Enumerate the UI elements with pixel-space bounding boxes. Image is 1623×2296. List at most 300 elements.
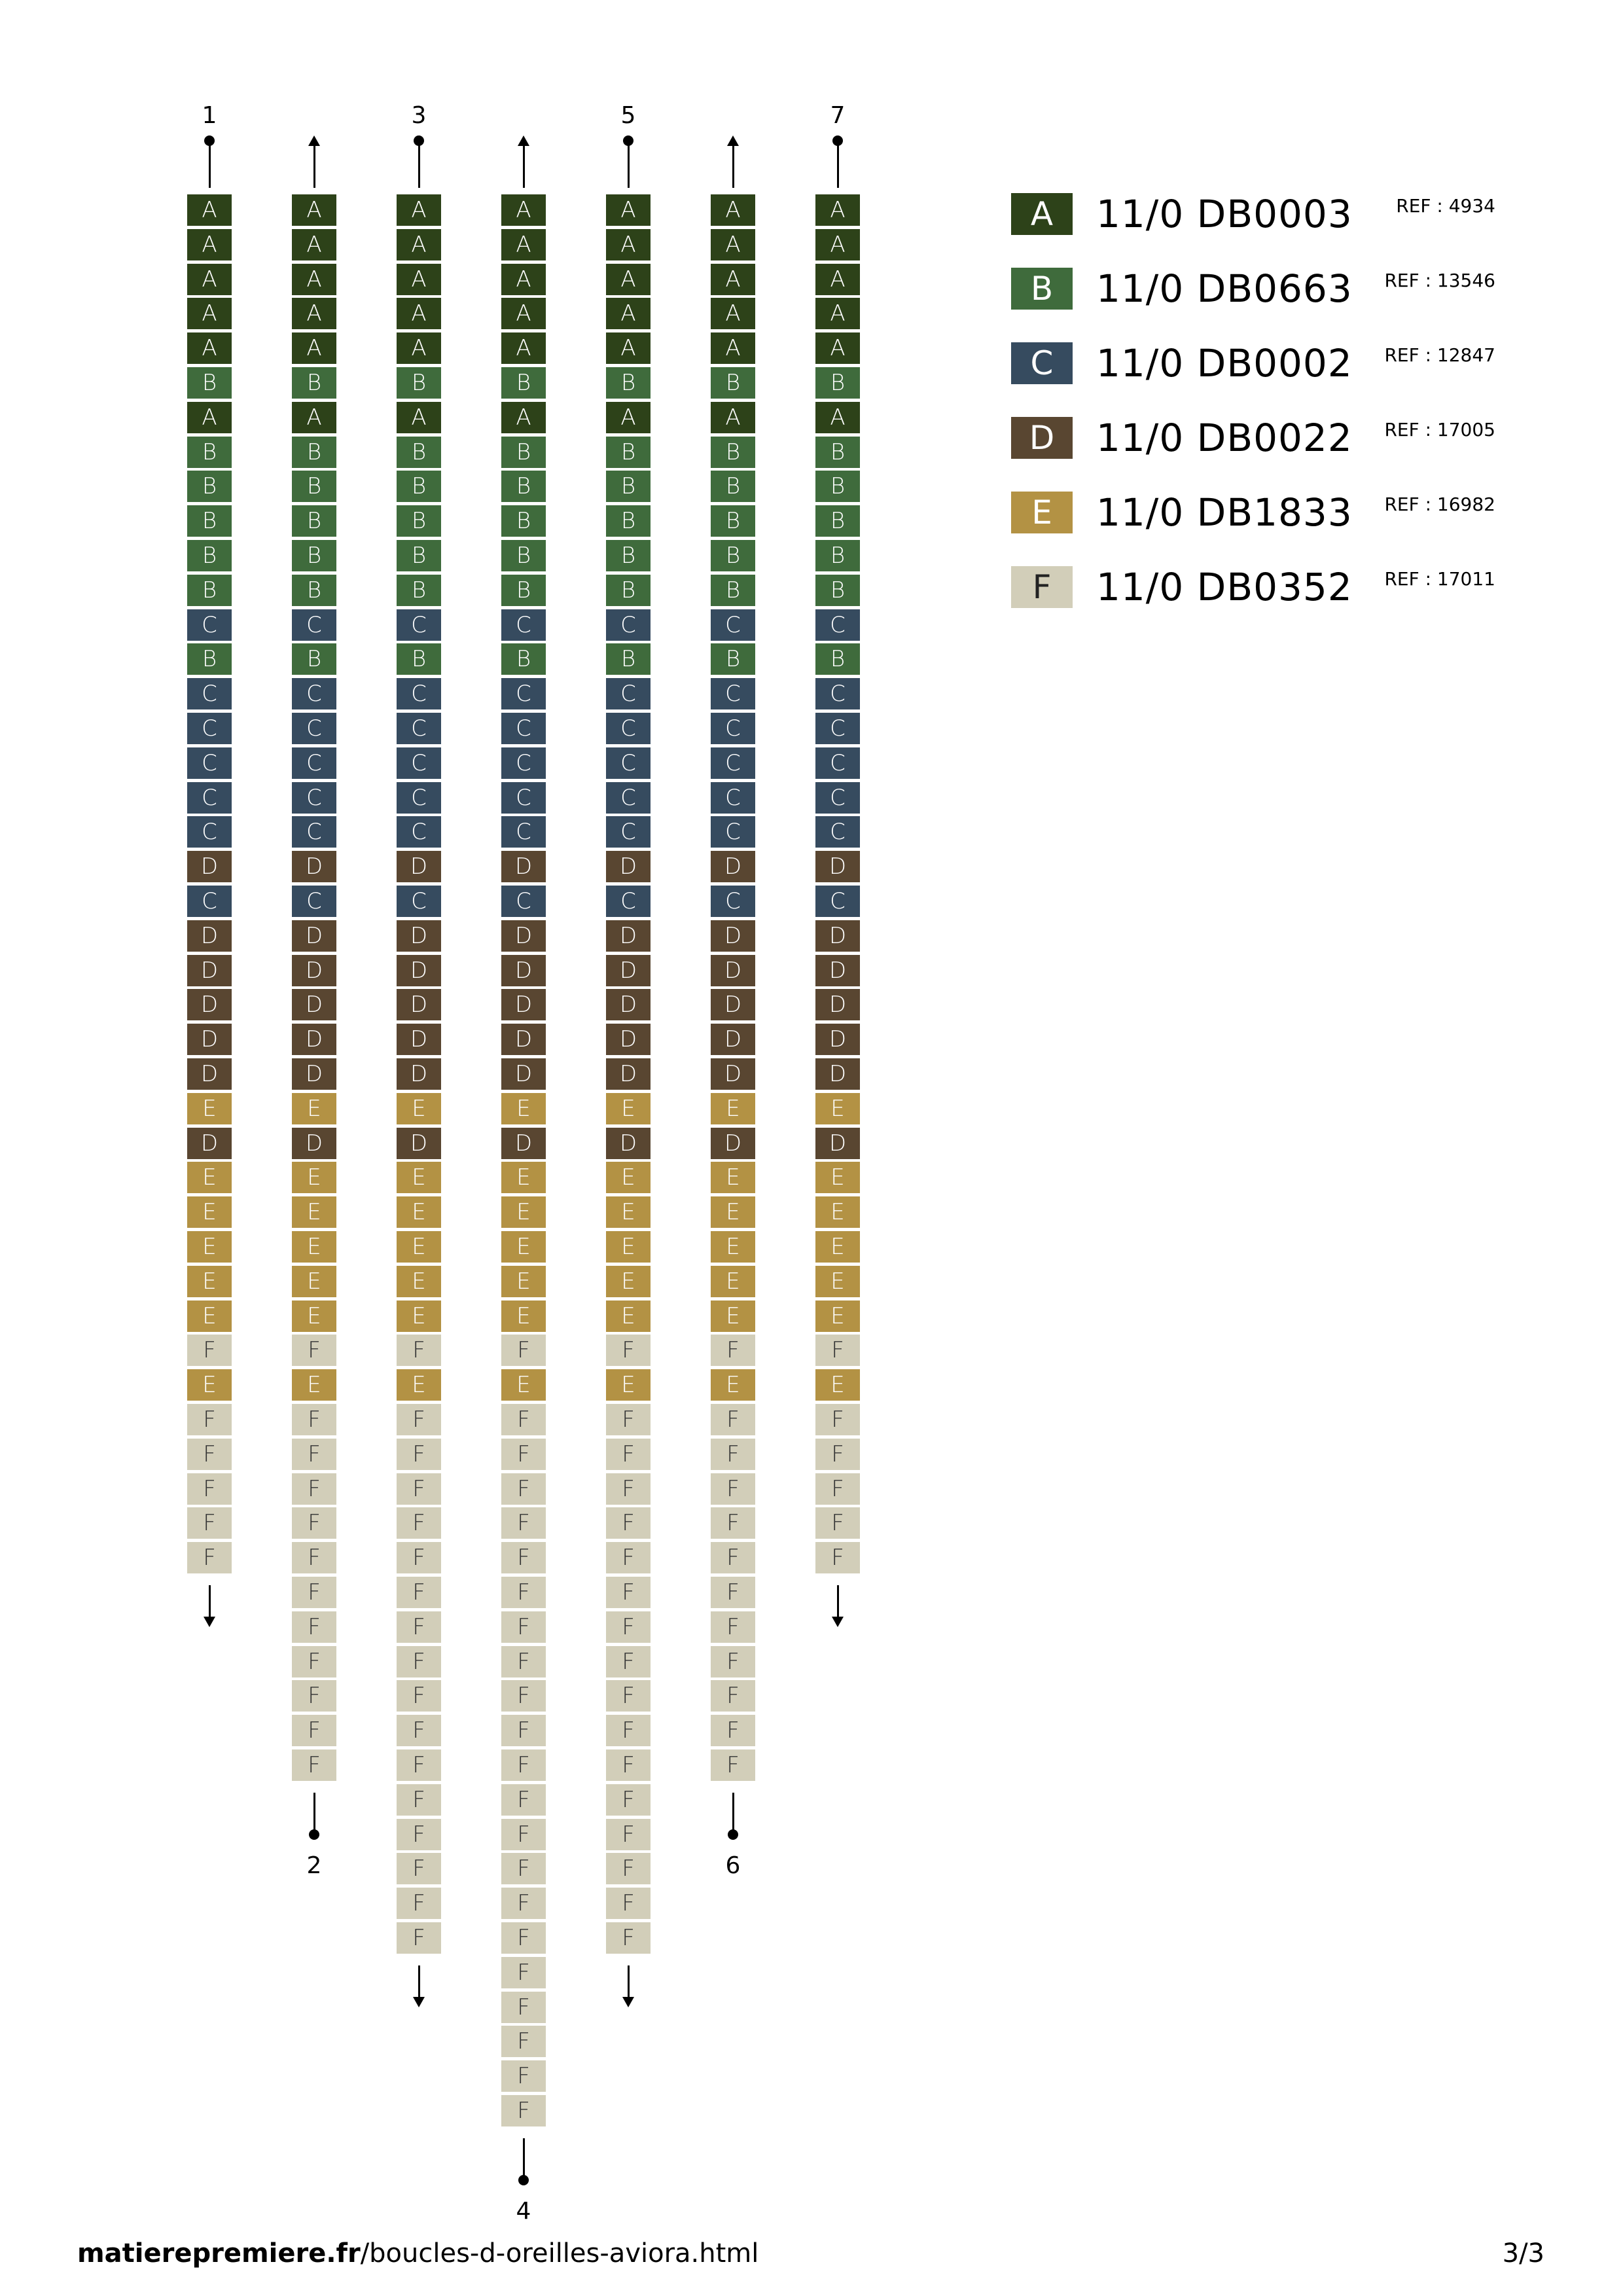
bead-B: B bbox=[397, 471, 441, 502]
end-dot-icon bbox=[518, 2175, 529, 2185]
arrow-down-icon bbox=[204, 1617, 215, 1627]
bead-F: F bbox=[606, 1542, 651, 1573]
footer-domain: matierepremiere.fr bbox=[77, 2238, 361, 2269]
bead-B: B bbox=[292, 367, 336, 399]
column-number-2: 2 bbox=[306, 1852, 322, 1879]
bead-C: C bbox=[397, 678, 441, 709]
bead-B: B bbox=[501, 437, 546, 468]
bead-B: B bbox=[606, 575, 651, 606]
arrow-down-icon bbox=[413, 1997, 425, 2007]
bead-B: B bbox=[815, 643, 860, 675]
bead-A: A bbox=[397, 264, 441, 295]
thread-line bbox=[628, 141, 630, 188]
bead-C: C bbox=[501, 782, 546, 814]
color-legend bbox=[1011, 183, 1508, 631]
legend-row-D bbox=[1011, 407, 1508, 482]
bead-D: D bbox=[711, 1058, 755, 1090]
bead-F: F bbox=[187, 1335, 232, 1366]
legend-ref: REF : 17005 bbox=[1384, 419, 1495, 440]
bead-A: A bbox=[606, 332, 651, 364]
bead-F: F bbox=[397, 1507, 441, 1539]
bead-B: B bbox=[815, 367, 860, 399]
bead-B: B bbox=[292, 471, 336, 502]
bead-C: C bbox=[711, 782, 755, 814]
bead-F: F bbox=[397, 1335, 441, 1366]
bead-F: F bbox=[292, 1542, 336, 1573]
bead-C: C bbox=[292, 747, 336, 779]
bead-E: E bbox=[292, 1196, 336, 1228]
bead-C: C bbox=[187, 782, 232, 814]
bead-D: D bbox=[187, 1128, 232, 1159]
bead-F: F bbox=[606, 1611, 651, 1643]
bead-D: D bbox=[815, 955, 860, 986]
bead-A: A bbox=[501, 402, 546, 433]
bead-B: B bbox=[815, 471, 860, 502]
bead-D: D bbox=[397, 1128, 441, 1159]
bead-F: F bbox=[711, 1439, 755, 1470]
bead-F: F bbox=[501, 1922, 546, 1954]
bead-A: A bbox=[292, 298, 336, 329]
legend-ref: REF : 12847 bbox=[1384, 344, 1495, 366]
bead-B: B bbox=[501, 540, 546, 571]
bead-E: E bbox=[815, 1093, 860, 1124]
bead-C: C bbox=[711, 678, 755, 709]
bead-E: E bbox=[292, 1231, 336, 1263]
bead-A: A bbox=[292, 194, 336, 226]
bead-F: F bbox=[606, 1715, 651, 1746]
bead-B: B bbox=[606, 437, 651, 468]
arrow-down-icon bbox=[832, 1617, 844, 1627]
bead-B: B bbox=[187, 471, 232, 502]
bead-C: C bbox=[397, 713, 441, 744]
bead-B: B bbox=[187, 575, 232, 606]
thread-line bbox=[209, 141, 211, 188]
bead-E: E bbox=[397, 1300, 441, 1332]
bead-A: A bbox=[187, 298, 232, 329]
bead-E: E bbox=[606, 1162, 651, 1193]
legend-swatch-B: B bbox=[1011, 268, 1073, 310]
bead-E: E bbox=[187, 1300, 232, 1332]
bead-C: C bbox=[606, 886, 651, 917]
bead-F: F bbox=[501, 1507, 546, 1539]
bead-E: E bbox=[501, 1093, 546, 1124]
bead-A: A bbox=[711, 298, 755, 329]
bead-F: F bbox=[711, 1611, 755, 1643]
bead-A: A bbox=[815, 298, 860, 329]
bead-E: E bbox=[815, 1162, 860, 1193]
footer-url bbox=[77, 2237, 758, 2270]
bead-E: E bbox=[292, 1162, 336, 1193]
bead-B: B bbox=[501, 367, 546, 399]
bead-B: B bbox=[815, 505, 860, 537]
bead-B: B bbox=[501, 575, 546, 606]
end-dot-icon bbox=[728, 1829, 738, 1840]
bead-C: C bbox=[187, 886, 232, 917]
bead-B: B bbox=[711, 437, 755, 468]
bead-D: D bbox=[501, 989, 546, 1020]
bead-C: C bbox=[292, 713, 336, 744]
bead-A: A bbox=[397, 402, 441, 433]
bead-F: F bbox=[501, 1992, 546, 2023]
thread-line bbox=[418, 1965, 420, 2000]
bead-C: C bbox=[815, 678, 860, 709]
bead-E: E bbox=[606, 1093, 651, 1124]
bead-C: C bbox=[292, 782, 336, 814]
bead-A: A bbox=[187, 264, 232, 295]
bead-F: F bbox=[501, 1680, 546, 1712]
bead-A: A bbox=[711, 332, 755, 364]
bead-D: D bbox=[606, 1024, 651, 1055]
bead-F: F bbox=[187, 1439, 232, 1470]
bead-B: B bbox=[711, 367, 755, 399]
bead-F: F bbox=[292, 1577, 336, 1608]
bead-B: B bbox=[397, 437, 441, 468]
bead-D: D bbox=[501, 955, 546, 986]
legend-bead-code: 11/0 DB0663 bbox=[1096, 266, 1353, 311]
bead-C: C bbox=[711, 713, 755, 744]
bead-B: B bbox=[501, 643, 546, 675]
bead-D: D bbox=[187, 1024, 232, 1055]
bead-C: C bbox=[606, 678, 651, 709]
bead-E: E bbox=[187, 1266, 232, 1297]
bead-A: A bbox=[292, 402, 336, 433]
bead-F: F bbox=[815, 1439, 860, 1470]
bead-E: E bbox=[815, 1369, 860, 1401]
bead-C: C bbox=[292, 816, 336, 848]
bead-F: F bbox=[187, 1473, 232, 1505]
bead-F: F bbox=[606, 1853, 651, 1884]
bead-E: E bbox=[501, 1369, 546, 1401]
bead-D: D bbox=[292, 1058, 336, 1090]
bead-B: B bbox=[606, 643, 651, 675]
column-number-7: 7 bbox=[830, 102, 846, 129]
bead-B: B bbox=[397, 367, 441, 399]
thread-line bbox=[837, 141, 839, 188]
bead-D: D bbox=[711, 851, 755, 882]
bead-C: C bbox=[501, 678, 546, 709]
bead-D: D bbox=[815, 1058, 860, 1090]
thread-line bbox=[523, 145, 525, 188]
bead-D: D bbox=[606, 1058, 651, 1090]
bead-F: F bbox=[606, 1507, 651, 1539]
bead-E: E bbox=[711, 1093, 755, 1124]
bead-E: E bbox=[187, 1093, 232, 1124]
bead-C: C bbox=[711, 816, 755, 848]
bead-A: A bbox=[711, 229, 755, 260]
bead-E: E bbox=[711, 1300, 755, 1332]
bead-D: D bbox=[606, 920, 651, 952]
bead-F: F bbox=[501, 1611, 546, 1643]
bead-A: A bbox=[606, 194, 651, 226]
bead-B: B bbox=[292, 575, 336, 606]
bead-E: E bbox=[187, 1196, 232, 1228]
bead-B: B bbox=[187, 540, 232, 571]
bead-F: F bbox=[711, 1680, 755, 1712]
bead-C: C bbox=[292, 678, 336, 709]
bead-C: C bbox=[397, 782, 441, 814]
bead-C: C bbox=[501, 816, 546, 848]
thread-line bbox=[313, 145, 315, 188]
bead-D: D bbox=[501, 851, 546, 882]
bead-A: A bbox=[606, 298, 651, 329]
bead-C: C bbox=[606, 609, 651, 641]
bead-D: D bbox=[501, 1058, 546, 1090]
bead-D: D bbox=[501, 1128, 546, 1159]
bead-A: A bbox=[187, 332, 232, 364]
thread-line bbox=[313, 1793, 315, 1833]
bead-F: F bbox=[606, 1819, 651, 1850]
bead-A: A bbox=[606, 402, 651, 433]
bead-F: F bbox=[501, 2026, 546, 2057]
bead-F: F bbox=[606, 1749, 651, 1781]
bead-F: F bbox=[606, 1335, 651, 1366]
bead-F: F bbox=[501, 1439, 546, 1470]
bead-F: F bbox=[501, 1749, 546, 1781]
bead-F: F bbox=[187, 1507, 232, 1539]
bead-B: B bbox=[292, 437, 336, 468]
bead-F: F bbox=[711, 1715, 755, 1746]
bead-C: C bbox=[292, 609, 336, 641]
bead-D: D bbox=[711, 955, 755, 986]
bead-F: F bbox=[292, 1335, 336, 1366]
bead-D: D bbox=[815, 851, 860, 882]
thread-line bbox=[837, 1585, 839, 1619]
bead-E: E bbox=[187, 1231, 232, 1263]
bead-F: F bbox=[606, 1439, 651, 1470]
bead-F: F bbox=[397, 1404, 441, 1435]
thread-line bbox=[732, 145, 734, 188]
thread-line bbox=[523, 2138, 525, 2179]
bead-F: F bbox=[711, 1473, 755, 1505]
bead-F: F bbox=[815, 1542, 860, 1573]
bead-A: A bbox=[815, 194, 860, 226]
bead-C: C bbox=[501, 713, 546, 744]
bead-F: F bbox=[397, 1715, 441, 1746]
bead-B: B bbox=[292, 505, 336, 537]
legend-swatch-E: E bbox=[1011, 492, 1073, 533]
bead-B: B bbox=[187, 643, 232, 675]
bead-E: E bbox=[292, 1369, 336, 1401]
arrow-up-icon bbox=[308, 135, 320, 146]
bead-C: C bbox=[397, 886, 441, 917]
bead-A: A bbox=[292, 229, 336, 260]
bead-B: B bbox=[711, 505, 755, 537]
bead-F: F bbox=[292, 1611, 336, 1643]
bead-F: F bbox=[501, 1819, 546, 1850]
bead-A: A bbox=[501, 194, 546, 226]
legend-ref: REF : 13546 bbox=[1384, 270, 1495, 291]
bead-E: E bbox=[606, 1369, 651, 1401]
legend-bead-code: 11/0 DB0022 bbox=[1096, 416, 1353, 460]
bead-F: F bbox=[187, 1404, 232, 1435]
bead-C: C bbox=[815, 747, 860, 779]
bead-E: E bbox=[292, 1266, 336, 1297]
bead-C: C bbox=[292, 886, 336, 917]
bead-A: A bbox=[606, 264, 651, 295]
legend-swatch-A: A bbox=[1011, 193, 1073, 235]
bead-C: C bbox=[815, 713, 860, 744]
bead-A: A bbox=[501, 332, 546, 364]
bead-B: B bbox=[397, 643, 441, 675]
bead-F: F bbox=[292, 1439, 336, 1470]
bead-F: F bbox=[815, 1404, 860, 1435]
bead-E: E bbox=[397, 1231, 441, 1263]
column-number-6: 6 bbox=[725, 1852, 741, 1879]
bead-D: D bbox=[187, 989, 232, 1020]
bead-F: F bbox=[606, 1404, 651, 1435]
bead-D: D bbox=[711, 920, 755, 952]
bead-A: A bbox=[397, 332, 441, 364]
bead-F: F bbox=[711, 1542, 755, 1573]
bead-E: E bbox=[187, 1369, 232, 1401]
bead-A: A bbox=[815, 264, 860, 295]
bead-F: F bbox=[397, 1577, 441, 1608]
bead-F: F bbox=[397, 1784, 441, 1816]
bead-F: F bbox=[501, 1335, 546, 1366]
bead-C: C bbox=[187, 747, 232, 779]
legend-row-C bbox=[1011, 332, 1508, 407]
thread-line bbox=[628, 1965, 630, 2000]
bead-D: D bbox=[292, 920, 336, 952]
bead-C: C bbox=[815, 609, 860, 641]
page-number: 3/3 bbox=[1502, 2238, 1544, 2269]
bead-F: F bbox=[606, 1646, 651, 1677]
bead-E: E bbox=[501, 1300, 546, 1332]
bead-F: F bbox=[292, 1646, 336, 1677]
bead-F: F bbox=[501, 1784, 546, 1816]
bead-A: A bbox=[292, 264, 336, 295]
bead-F: F bbox=[397, 1922, 441, 1954]
arrow-up-icon bbox=[518, 135, 529, 146]
bead-A: A bbox=[187, 194, 232, 226]
bead-A: A bbox=[711, 402, 755, 433]
bead-E: E bbox=[815, 1231, 860, 1263]
bead-D: D bbox=[187, 955, 232, 986]
bead-F: F bbox=[606, 1577, 651, 1608]
column-number-3: 3 bbox=[411, 102, 427, 129]
bead-F: F bbox=[606, 1680, 651, 1712]
legend-ref: REF : 16982 bbox=[1384, 493, 1495, 515]
bead-D: D bbox=[292, 989, 336, 1020]
bead-F: F bbox=[292, 1473, 336, 1505]
bead-E: E bbox=[711, 1162, 755, 1193]
bead-F: F bbox=[711, 1646, 755, 1677]
bead-A: A bbox=[292, 332, 336, 364]
bead-C: C bbox=[711, 886, 755, 917]
legend-swatch-F: F bbox=[1011, 566, 1073, 608]
bead-D: D bbox=[397, 989, 441, 1020]
bead-D: D bbox=[397, 1024, 441, 1055]
bead-D: D bbox=[711, 1024, 755, 1055]
bead-D: D bbox=[606, 1128, 651, 1159]
bead-F: F bbox=[606, 1473, 651, 1505]
bead-A: A bbox=[397, 194, 441, 226]
legend-bead-code: 11/0 DB1833 bbox=[1096, 490, 1353, 535]
bead-E: E bbox=[292, 1093, 336, 1124]
bead-A: A bbox=[711, 194, 755, 226]
bead-F: F bbox=[815, 1473, 860, 1505]
bead-C: C bbox=[501, 609, 546, 641]
bead-D: D bbox=[187, 1058, 232, 1090]
thread-line bbox=[209, 1585, 211, 1619]
bead-A: A bbox=[501, 298, 546, 329]
bead-F: F bbox=[292, 1715, 336, 1746]
legend-bead-code: 11/0 DB0002 bbox=[1096, 341, 1353, 386]
bead-E: E bbox=[606, 1196, 651, 1228]
bead-E: E bbox=[711, 1369, 755, 1401]
bead-D: D bbox=[397, 955, 441, 986]
bead-F: F bbox=[711, 1577, 755, 1608]
bead-F: F bbox=[711, 1404, 755, 1435]
bead-F: F bbox=[501, 2095, 546, 2126]
footer-path: /boucles-d-oreilles-aviora.html bbox=[360, 2238, 759, 2269]
bead-C: C bbox=[187, 678, 232, 709]
bead-E: E bbox=[711, 1231, 755, 1263]
bead-B: B bbox=[711, 540, 755, 571]
bead-E: E bbox=[711, 1266, 755, 1297]
end-dot-icon bbox=[309, 1829, 319, 1840]
bead-F: F bbox=[606, 1784, 651, 1816]
bead-C: C bbox=[815, 782, 860, 814]
bead-B: B bbox=[606, 540, 651, 571]
bead-A: A bbox=[187, 229, 232, 260]
bead-B: B bbox=[815, 540, 860, 571]
bead-B: B bbox=[815, 575, 860, 606]
bead-F: F bbox=[501, 1404, 546, 1435]
bead-B: B bbox=[606, 367, 651, 399]
bead-D: D bbox=[501, 920, 546, 952]
bead-B: B bbox=[606, 505, 651, 537]
bead-C: C bbox=[501, 747, 546, 779]
legend-bead-code: 11/0 DB0003 bbox=[1096, 192, 1353, 236]
bead-A: A bbox=[815, 229, 860, 260]
bead-B: B bbox=[397, 540, 441, 571]
bead-E: E bbox=[815, 1300, 860, 1332]
thread-line bbox=[732, 1793, 734, 1833]
legend-swatch-C: C bbox=[1011, 342, 1073, 384]
bead-E: E bbox=[501, 1231, 546, 1263]
bead-B: B bbox=[711, 575, 755, 606]
bead-A: A bbox=[501, 229, 546, 260]
bead-B: B bbox=[501, 505, 546, 537]
bead-C: C bbox=[397, 747, 441, 779]
arrow-up-icon bbox=[727, 135, 739, 146]
bead-D: D bbox=[397, 1058, 441, 1090]
bead-E: E bbox=[397, 1093, 441, 1124]
bead-E: E bbox=[711, 1196, 755, 1228]
bead-A: A bbox=[711, 264, 755, 295]
arrow-down-icon bbox=[622, 1997, 634, 2007]
bead-F: F bbox=[397, 1646, 441, 1677]
bead-C: C bbox=[606, 747, 651, 779]
bead-A: A bbox=[187, 402, 232, 433]
bead-A: A bbox=[606, 229, 651, 260]
bead-D: D bbox=[292, 1128, 336, 1159]
bead-D: D bbox=[606, 989, 651, 1020]
bead-F: F bbox=[815, 1335, 860, 1366]
bead-A: A bbox=[397, 229, 441, 260]
bead-D: D bbox=[397, 920, 441, 952]
bead-D: D bbox=[292, 851, 336, 882]
bead-E: E bbox=[606, 1266, 651, 1297]
bead-F: F bbox=[292, 1749, 336, 1781]
bead-D: D bbox=[711, 1128, 755, 1159]
bead-B: B bbox=[606, 471, 651, 502]
bead-F: F bbox=[501, 1957, 546, 1988]
bead-F: F bbox=[711, 1749, 755, 1781]
bead-D: D bbox=[606, 955, 651, 986]
bead-C: C bbox=[397, 816, 441, 848]
